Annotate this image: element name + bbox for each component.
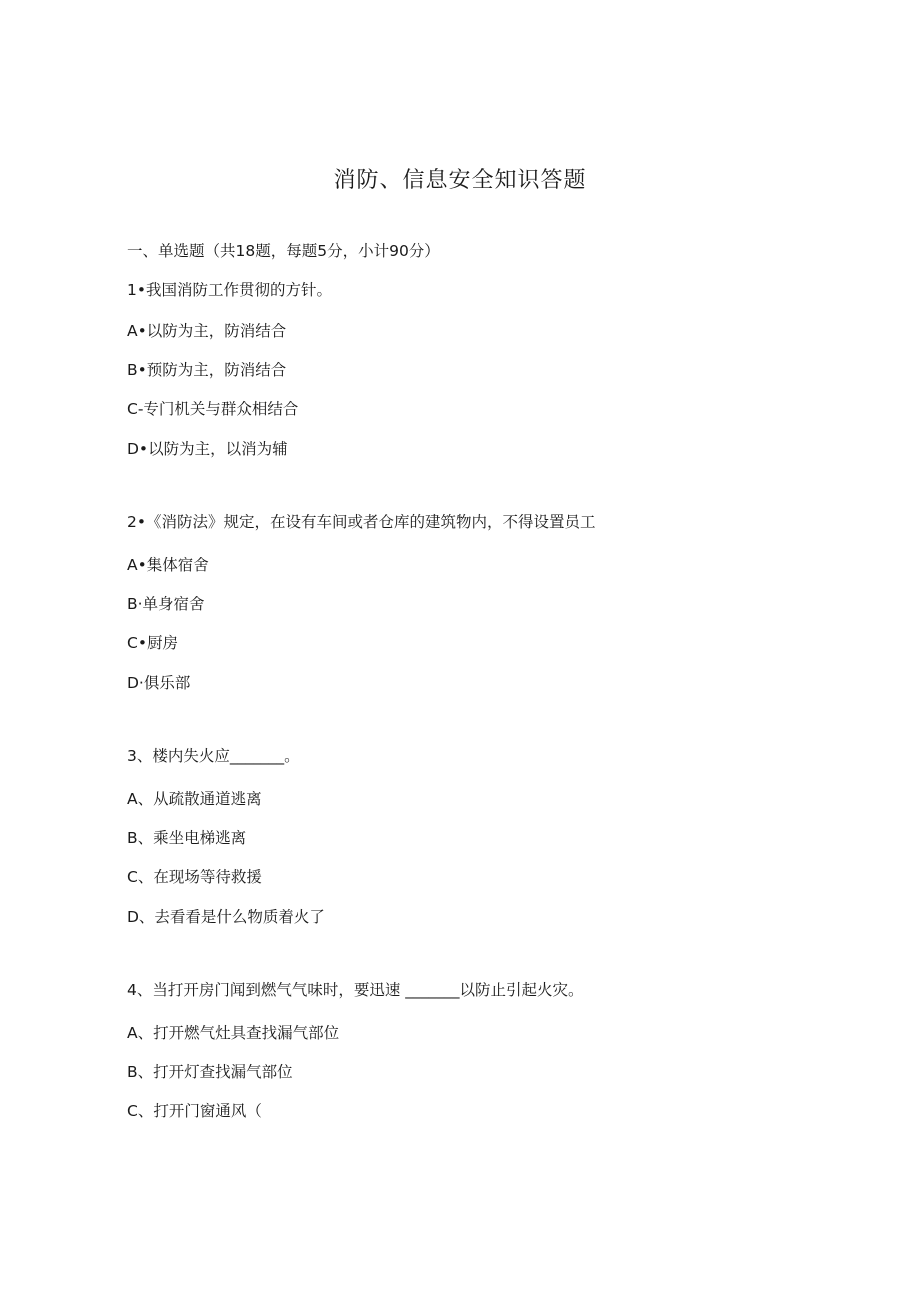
question-4-stem: 4、当打开房门闻到燃气气味时，要迅速 _______以防止引起火灾。 — [127, 981, 584, 999]
page-title: 消防、信息安全知识答题 — [333, 168, 587, 193]
question-1-stem: 1•我国消防工作贯彻的方针。 — [127, 281, 333, 299]
question-2-stem: 2•《消防法》规定，在设有车间或者仓库的建筑物内，不得设置员工 — [127, 513, 596, 531]
question-4-option-c: C、打开门窗通风（ — [127, 1102, 262, 1120]
question-3-option-d: D、去看看是什么物质着火了 — [127, 908, 325, 926]
question-2-option-d: D·俱乐部 — [127, 674, 191, 692]
question-4-option-a: A、打开燃气灶具查找漏气部位 — [127, 1024, 340, 1042]
question-4-option-b: B、打开灯查找漏气部位 — [127, 1063, 293, 1081]
question-3-option-b: B、乘坐电梯逃离 — [127, 829, 247, 847]
section-header: 一、单选题（共18题，每题5分，小计90分） — [127, 242, 440, 260]
question-2-option-a: A•集体宿舍 — [127, 556, 209, 574]
question-1-option-a: A•以防为主，防消结合 — [127, 322, 287, 340]
question-3-option-c: C、在现场等待救援 — [127, 868, 262, 886]
question-3-stem: 3、楼内失火应_______。 — [127, 747, 300, 765]
question-1-option-b: B•预防为主，防消结合 — [127, 361, 287, 379]
question-2-option-b: B·单身宿舍 — [127, 595, 205, 613]
question-1-option-d: D•以防为主，以消为辅 — [127, 440, 288, 458]
question-1-option-c: C-专门机关与群众相结合 — [127, 400, 299, 418]
question-2-option-c: C•厨房 — [127, 634, 178, 652]
question-3-option-a: A、从疏散通道逃离 — [127, 790, 262, 808]
